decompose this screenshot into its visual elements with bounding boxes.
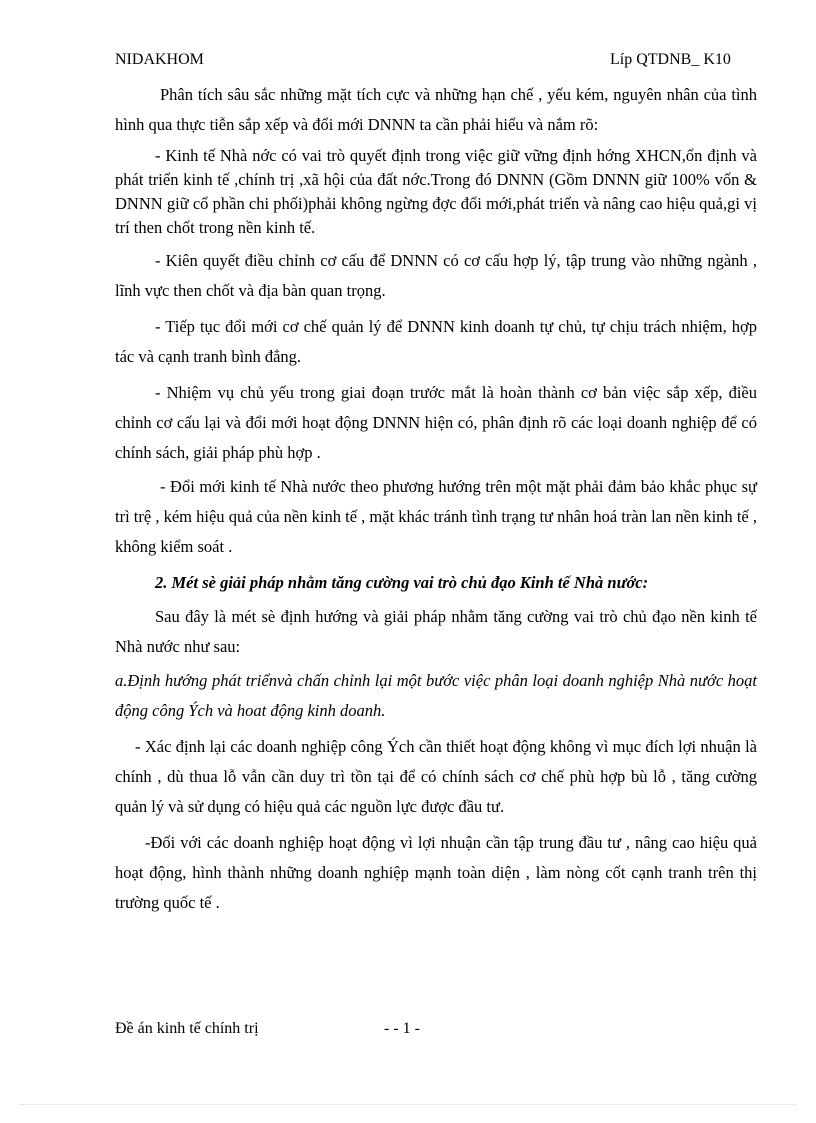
document-body [115,80,757,918]
paragraph-intro: Phân tích sâu sắc những mặt tích cực và những hạn chế , yếu kém, nguyên nhân của tình hình qua thực tiễn sắp xếp và đổi mới DNNN ta cần phải hiểu và nắm rõ: [115,85,757,134]
header-left: NIDAKHOM [115,51,204,68]
header-right: Líp QTDNB_ K10 [610,51,731,68]
paragraph-main-task: - Nhiệm vụ chủ yếu trong giai đoạn trước mắt là hoàn thành cơ bản việc sắp xếp, điều chỉnh cơ cấu lại và đổi mới hoạt động DNNN hiện có, phân định rõ các loại doanh nghiệp để có chính sách, giải pháp phù hợp . [115,383,757,462]
paragraph-restructure: - Kiên quyết điều chỉnh cơ cấu để DNNN có cơ cấu hợp lý, tập trung vào những ngành , lĩnh vực then chốt và địa bàn quan trọng. [115,251,757,300]
paragraph-solutions-intro: Sau đây là mét sè định hướng và giải pháp nhằm tăng cường vai trò chủ đạo nền kinh tế Nhà nước như sau: [115,607,757,656]
paragraph-public-enterprises: - Xác định lại các doanh nghiệp công Ých cần thiết hoạt động không vì mục đích lợi nhuận là chính , dù thua lỗ vẫn cần duy trì tồn tại để có chính sách cơ chế phù hợp bù lỗ , tăng cường quản lý và sử dụng có hiệu quả các nguồn lực được đầu tư. [115,737,757,816]
subheading-a: a.Định hướng phát triểnvà chấn chỉnh lại một bước việc phân loại doanh nghiệp Nhà nước hoạt động công Ých và hoat động kinh doanh. [115,671,757,720]
paragraph-reform-direction: - Đổi mới kinh tế Nhà nước theo phương hướng trên một mặt phải đảm bảo khắc phục sự trì trệ , kém hiệu quả của nền kinh tế , mặt khác tránh tình trạng tư nhân hoá tràn lan nền kinh tế , không kiểm soát . [115,477,757,556]
page-number: - - 1 - [384,1020,420,1037]
paragraph-profit-enterprises: -Đối với các doanh nghiệp hoạt động vì lợi nhuận cần tập trung đầu tư , nâng cao hiệu quả hoạt động, hình thành những doanh nghiệp mạnh toàn diện , làm nòng cốt cạnh tranh trên thị trường quốc tế . [115,833,757,912]
footer-title: Đề án kinh tế chính trị [115,1020,259,1037]
page-edge-divider [20,1104,796,1105]
paragraph-management-reform: - Tiếp tục đổi mới cơ chế quản lý để DNNN kinh doanh tự chủ, tự chịu trách nhiệm, hợp tác và cạnh tranh bình đẳng. [115,317,757,366]
paragraph-state-economy-role: - Kinh tế Nhà nớc có vai trò quyết định trong việc giữ vững định hớng XHCN,ổn định và phát triển kinh tế ,chính trị ,xã hội của đất nớc.Trong đó DNNN (Gồm DNNN giữ 100% vốn & DNNN giữ cổ phần chi phối)phải không ngừng đợc đổi mới,phát triển và nâng cao hiệu quả,gi vị trí then chốt trong nền kinh tế. [115,146,757,237]
section-heading: 2. Mét sè giải pháp nhằm tăng cường vai trò chủ đạo Kinh tế Nhà nước: [155,573,649,592]
